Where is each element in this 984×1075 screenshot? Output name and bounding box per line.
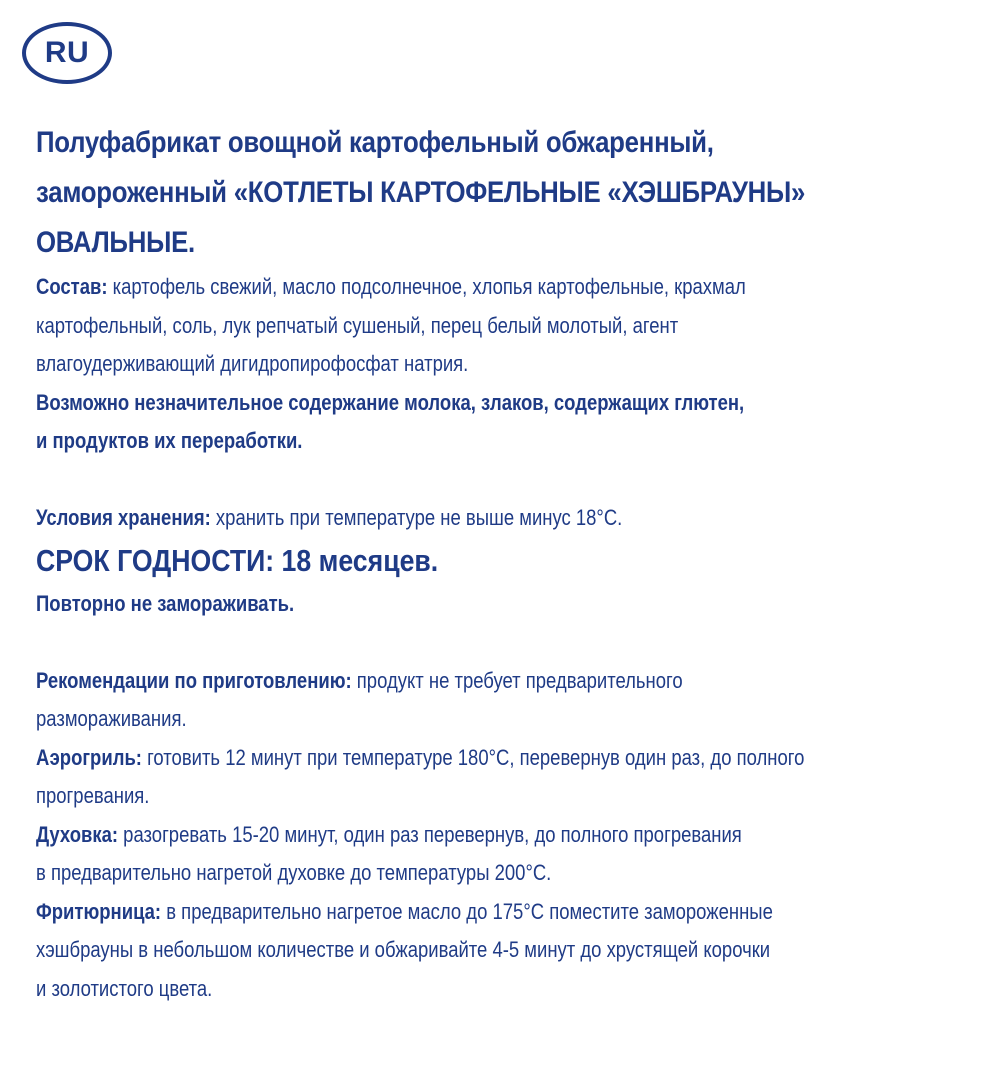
recommendations-text: продукт не требует предварительного	[351, 667, 683, 693]
product-title-line: Полуфабрикат овощной картофельный обжаренный,	[36, 126, 714, 159]
composition-block	[36, 268, 960, 461]
no-refreeze-warning: Повторно не замораживать.	[36, 591, 295, 616]
fryer-line: хэшбрауны в небольшом количестве и обжаривайте 4-5 минут до хрустящей корочки	[36, 937, 771, 962]
spacer	[36, 624, 966, 662]
product-title	[36, 118, 965, 268]
airgrill-text: готовить 12 минут при температуре 180°С, перевернув один раз, до полного	[141, 744, 805, 770]
oven-line: в предварительно нагретой духовке до температуры 200°С.	[36, 860, 552, 885]
recommendations-line	[36, 662, 960, 701]
airgrill-line	[36, 739, 960, 778]
oven-line	[36, 816, 960, 855]
oven-label: Духовка:	[36, 821, 119, 847]
refreeze-block	[36, 585, 960, 624]
fryer-label: Фритюрница:	[36, 898, 162, 924]
language-badge	[22, 22, 112, 84]
storage-text: хранить при температуре не выше минус 18°С.	[210, 504, 623, 530]
fryer-line: и золотистого цвета.	[36, 975, 213, 1001]
airgrill-line: прогревания.	[36, 783, 150, 808]
allergen-warning-line: Возможно незначительное содержание молока, злаков, содержащих глютен,	[36, 389, 745, 415]
storage-label: Условия хранения:	[36, 504, 211, 530]
recommendations-label: Рекомендации по приготовлению:	[36, 667, 352, 693]
storage-line	[36, 499, 960, 538]
product-title-line: ОВАЛЬНЫЕ.	[36, 226, 195, 259]
product-title-line: замороженный «КОТЛЕТЫ КАРТОФЕЛЬНЫЕ «ХЭШБРАУНЫ»	[36, 176, 806, 209]
airgrill-label: Аэрогриль:	[36, 744, 142, 770]
storage-block	[36, 499, 960, 538]
oven-text: разогревать 15-20 минут, один раз перевернув, до полного прогревания	[118, 821, 742, 847]
fryer-line	[36, 893, 960, 932]
spacer	[36, 461, 966, 499]
composition-text: картофель свежий, масло подсолнечное, хлопья картофельные, крахмал	[107, 274, 746, 299]
cooking-instructions	[36, 662, 960, 1009]
fryer-text: в предварительно нагретое масло до 175°С поместите замороженные	[161, 898, 773, 924]
label-content	[36, 118, 966, 1008]
recommendations-line: размораживания.	[36, 706, 187, 731]
composition-line: влагоудерживающий дигидропирофосфат натрия.	[36, 351, 469, 376]
allergen-warning-line: и продуктов их переработки.	[36, 428, 303, 453]
composition-line	[36, 268, 960, 307]
shelf-life: СРОК ГОДНОСТИ: 18 месяцев.	[36, 543, 439, 578]
product-title-block	[36, 118, 966, 268]
language-code: RU	[44, 36, 90, 69]
composition-line: картофельный, соль, лук репчатый сушеный, перец белый молотый, агент	[36, 312, 679, 338]
composition-label: Состав:	[36, 274, 108, 299]
